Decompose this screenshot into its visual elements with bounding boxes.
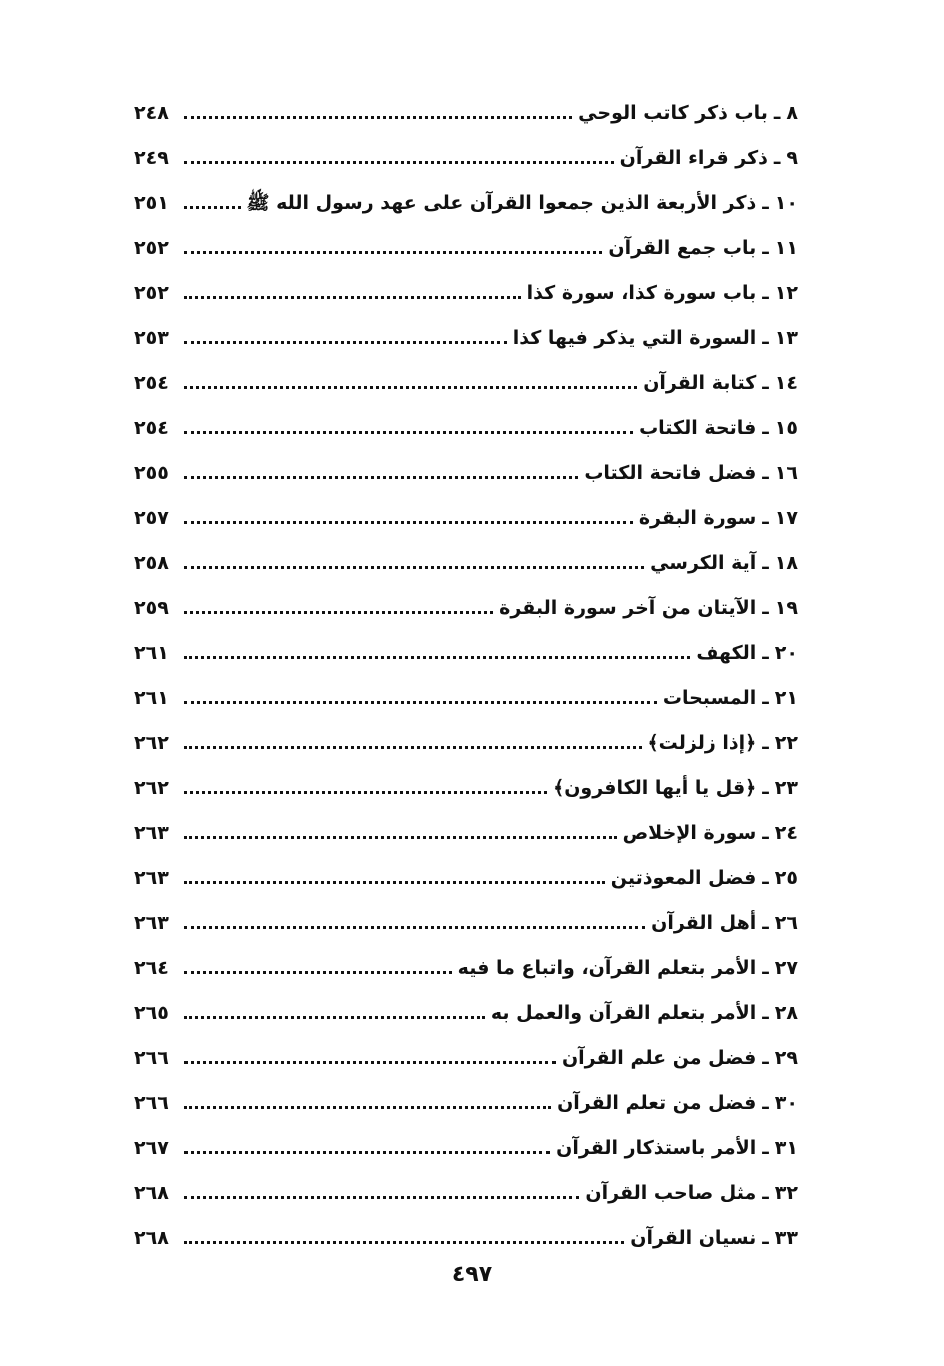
toc-entry — [134, 528, 798, 573]
entry-title: سورة البقرة — [638, 507, 757, 529]
entry-separator: ـ — [762, 327, 769, 349]
toc-entry — [134, 663, 798, 708]
dot-leader — [184, 296, 521, 299]
toc-entry — [134, 798, 798, 843]
toc-entry — [134, 258, 798, 303]
entry-page: ٢٥٤ — [134, 372, 169, 394]
toc-entry — [134, 1158, 798, 1203]
entry-number: ٢٥ — [774, 867, 798, 889]
dot-leader — [184, 431, 633, 434]
entry-page: ٢٦٣ — [134, 867, 169, 889]
entry-number: ٢٧ — [774, 957, 798, 979]
entry-separator: ـ — [762, 1137, 769, 1159]
entry-title: فضل من تعلم القرآن — [557, 1092, 757, 1114]
entry-page: ٢٦٦ — [134, 1047, 169, 1069]
toc-entry — [134, 618, 798, 663]
toc-entry — [134, 483, 798, 528]
entry-title: فضل من علم القرآن — [561, 1047, 757, 1069]
entry-page: ٢٤٨ — [134, 102, 169, 124]
entry-title: الأمر بتعلم القرآن والعمل به — [490, 1002, 757, 1024]
dot-leader — [184, 1196, 579, 1199]
entry-title: ﴿إذا زلزلت﴾ — [647, 732, 757, 754]
dot-leader — [184, 116, 572, 119]
table-of-contents — [134, 78, 798, 1248]
entry-page: ٢٥٩ — [134, 597, 169, 619]
entry-separator: ـ — [762, 507, 769, 529]
dot-leader — [184, 206, 241, 209]
entry-separator: ـ — [762, 597, 769, 619]
entry-page: ٢٥٨ — [134, 552, 169, 574]
entry-separator: ـ — [762, 1182, 769, 1204]
entry-separator: ـ — [762, 687, 769, 709]
entry-page: ٢٥٢ — [134, 282, 169, 304]
entry-title: الأمر باستذكار القرآن — [556, 1137, 757, 1159]
entry-title: آية الكرسي — [650, 552, 757, 574]
entry-separator: ـ — [762, 1227, 769, 1249]
entry-number: ١٢ — [774, 282, 798, 304]
entry-title: باب ذكر كاتب الوحي — [578, 102, 768, 124]
entry-page: ٢٥٧ — [134, 507, 169, 529]
entry-number: ١٧ — [774, 507, 798, 529]
entry-number: ١٣ — [774, 327, 798, 349]
toc-entry — [134, 708, 798, 753]
toc-entry — [134, 1023, 798, 1068]
dot-leader — [184, 341, 507, 344]
entry-page: ٢٦٣ — [134, 822, 169, 844]
entry-title: سورة الإخلاص — [622, 822, 757, 844]
entry-separator: ـ — [762, 282, 769, 304]
toc-entry — [134, 933, 798, 978]
toc-entry — [134, 1113, 798, 1158]
entry-title: باب جمع القرآن — [608, 237, 757, 259]
entry-separator: ـ — [762, 237, 769, 259]
dot-leader — [184, 251, 602, 254]
entry-separator: ـ — [762, 552, 769, 574]
entry-separator: ـ — [773, 147, 781, 169]
toc-entry — [134, 573, 798, 618]
entry-separator: ـ — [762, 1002, 769, 1024]
dot-leader — [184, 701, 657, 704]
entry-separator: ـ — [762, 732, 769, 754]
toc-entry — [134, 1068, 798, 1113]
entry-title: الكهف — [696, 642, 757, 664]
entry-page: ٢٦٣ — [134, 912, 169, 934]
entry-separator: ـ — [762, 867, 769, 889]
entry-number: ٢٨ — [774, 1002, 798, 1024]
dot-leader — [184, 521, 633, 524]
entry-title: السورة التي يذكر فيها كذا — [512, 327, 757, 349]
dot-leader — [184, 971, 452, 974]
entry-separator: ـ — [762, 912, 769, 934]
entry-page: ٢٥١ — [134, 192, 169, 214]
dot-leader — [184, 1016, 485, 1019]
entry-separator: ـ — [773, 102, 781, 124]
entry-page: ٢٦٦ — [134, 1092, 169, 1114]
entry-page: ٢٥٢ — [134, 237, 169, 259]
entry-title: ﴿قل يا أيها الكافرون﴾ — [553, 777, 757, 799]
dot-leader — [184, 1241, 624, 1244]
entry-title: نسيان القرآن — [630, 1227, 757, 1249]
entry-separator: ـ — [762, 192, 769, 214]
dot-leader — [184, 566, 644, 569]
entry-separator: ـ — [762, 777, 769, 799]
entry-separator: ـ — [762, 642, 769, 664]
dot-leader — [184, 836, 617, 839]
page-number: ٤٩٧ — [451, 1262, 493, 1287]
dot-leader — [184, 791, 547, 794]
entry-number: ٣٢ — [774, 1182, 798, 1204]
entry-page: ٢٤٩ — [134, 147, 169, 169]
entry-title: كتابة القرآن — [643, 372, 757, 394]
toc-entry — [134, 123, 798, 168]
entry-page: ٢٥٤ — [134, 417, 169, 439]
entry-number: ٢١ — [774, 687, 798, 709]
entry-title: فضل فاتحة الكتاب — [584, 462, 757, 484]
entry-title: ذكر الأربعة الذين جمعوا القرآن على عهد رسول الله ﷺ — [246, 192, 757, 214]
entry-page: ٢٦١ — [134, 687, 169, 709]
dot-leader — [184, 881, 605, 884]
dot-leader — [184, 161, 614, 164]
entry-title: الآيتان من آخر سورة البقرة — [499, 597, 757, 619]
entry-title: أهل القرآن — [651, 912, 757, 934]
entry-number: ٢٤ — [774, 822, 798, 844]
entry-title: الأمر بتعلم القرآن، واتباع ما فيه — [457, 957, 757, 979]
toc-entry — [134, 393, 798, 438]
dot-leader — [184, 746, 642, 749]
entry-number: ٣٠ — [774, 1092, 798, 1114]
toc-entry — [134, 78, 798, 123]
entry-number: ١٥ — [774, 417, 798, 439]
dot-leader — [184, 611, 493, 614]
entry-number: ٢٣ — [774, 777, 798, 799]
entry-title: مثل صاحب القرآن — [585, 1182, 757, 1204]
entry-page: ٢٦١ — [134, 642, 169, 664]
entry-separator: ـ — [762, 957, 769, 979]
entry-title: باب سورة كذا، سورة كذا — [526, 282, 757, 304]
entry-number: ١١ — [774, 237, 798, 259]
toc-entry — [134, 303, 798, 348]
entry-separator: ـ — [762, 372, 769, 394]
entry-page: ٢٥٥ — [134, 462, 169, 484]
toc-entry — [134, 843, 798, 888]
entry-number: ٢٢ — [774, 732, 798, 754]
toc-entry — [134, 753, 798, 798]
toc-entry — [134, 168, 798, 213]
entry-number: ١٩ — [774, 597, 798, 619]
toc-entry — [134, 213, 798, 258]
entry-number: ١٦ — [774, 462, 798, 484]
entry-number: ١٠ — [774, 192, 798, 214]
toc-entry — [134, 888, 798, 933]
entry-title: ذكر قراء القرآن — [619, 147, 768, 169]
entry-separator: ـ — [762, 1047, 769, 1069]
entry-title: فضل المعوذتين — [610, 867, 757, 889]
entry-number: ٢٩ — [774, 1047, 798, 1069]
dot-leader — [184, 656, 690, 659]
toc-entry — [134, 978, 798, 1023]
toc-entry — [134, 1203, 798, 1248]
entry-number: ٢٠ — [774, 642, 798, 664]
entry-separator: ـ — [762, 1092, 769, 1114]
dot-leader — [184, 1061, 556, 1064]
entry-separator: ـ — [762, 417, 769, 439]
entry-separator: ـ — [762, 822, 769, 844]
entry-page: ٢٦٧ — [134, 1137, 169, 1159]
dot-leader — [184, 1106, 551, 1109]
entry-number: ٢٦ — [774, 912, 798, 934]
entry-page: ٢٦٤ — [134, 957, 169, 979]
entry-page: ٢٥٣ — [134, 327, 169, 349]
entry-number: ٨ — [786, 102, 798, 124]
entry-number: ١٤ — [774, 372, 798, 394]
entry-page: ٢٦٥ — [134, 1002, 169, 1024]
dot-leader — [184, 1151, 550, 1154]
entry-page: ٢٦٨ — [134, 1227, 169, 1249]
dot-leader — [184, 476, 578, 479]
entry-number: ٣٣ — [774, 1227, 798, 1249]
entry-number: ٩ — [786, 147, 798, 169]
entry-title: فاتحة الكتاب — [639, 417, 757, 439]
toc-entry — [134, 348, 798, 393]
entry-page: ٢٦٨ — [134, 1182, 169, 1204]
entry-number: ٣١ — [774, 1137, 798, 1159]
dot-leader — [184, 926, 645, 929]
entry-page: ٢٦٢ — [134, 777, 169, 799]
entry-title: المسبحات — [662, 687, 757, 709]
dot-leader — [184, 386, 637, 389]
toc-entry — [134, 438, 798, 483]
entry-number: ١٨ — [774, 552, 798, 574]
entry-separator: ـ — [762, 462, 769, 484]
entry-page: ٢٦٢ — [134, 732, 169, 754]
